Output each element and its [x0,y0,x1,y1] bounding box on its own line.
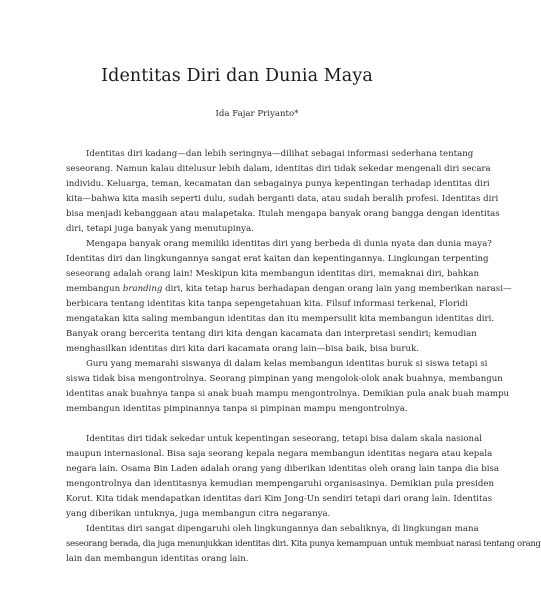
body-line: bisa menjadi kebanggaan atau malapetaka. Itulah mengapa banyak orang bangga dengan identitas [66,209,500,219]
body-line: Mengapa banyak orang memiliki identitas diri yang berbeda di dunia nyata dan dunia maya? [86,239,492,249]
body-line: Identitas diri dan lingkungannya sangat erat kaitan dan kepentingannya. Lingkungan terpenting [66,254,489,264]
body-line: mengatakan kita saling membangun identitas dan itu mempersulit kita membangun identitas diri. [66,314,495,324]
body-line: identitas anak buahnya tanpa si anak buah mampu mengontrolnya. Demikian pula anak buah mampu [66,389,510,399]
italic-term: branding [122,284,163,294]
body-line: menghasilkan identitas diri kita dari kacamata orang lain—bisa baik, bisa buruk. [66,344,420,354]
body-line: seseorang berada, dia juga menunjukkan identitas diri. Kita punya kemampuan untuk membuat narasi tentang orang [66,539,541,549]
body-line: kita—bahwa kita masih seperti dulu, sudah berganti data, atau sudah beralih profesi. Identitas diri [66,194,499,204]
body-line: diri, tetapi juga banyak yang menutupinya. [66,224,254,234]
body-line [66,284,512,295]
body-line: Korut. Kita tidak mendapatkan identitas dari Kim Jong-Un sendiri tetapi dari orang lain. Identitas [66,494,493,504]
body-text: membangun [66,284,121,294]
body-line: Identitas diri tidak sekedar untuk kepentingan seseorang, tetapi bisa dalam skala nasional [86,434,482,444]
body-line: seseorang adalah orang lain! Meskipun kita membangun identitas diri, memaknai diri, bahkan [66,269,480,279]
body-line: maupun internasional. Bisa saja seorang kepala negara membangun identitas negara atau kepala [66,449,493,459]
body-line: yang diberikan untuknya, juga membangun citra negaranya. [66,509,331,519]
body-line: membangun identitas pimpinannya tanpa si pimpinan mampu mengontrolnya. [66,404,408,414]
body-text: diri, kita tetap harus berhadapan dengan orang lain yang memberikan narasi— [162,284,512,294]
body-line: Banyak orang bercerita tentang diri kita dengan kacamata dan interpretasi sendiri; kemudian [66,329,477,339]
body-line: Identitas diri kadang—dan lebih seringnya—dilihat sebagai informasi sederhana tentang [86,149,474,159]
body-line: lain dan membangun identitas orang lain. [66,554,249,564]
body-line: Identitas diri sangat dipengaruhi oleh lingkungannya dan sebaliknya, di lingkungan mana [86,524,479,534]
body-line: mengontrolnya dan identitasnya kemudian mempengaruhi organisasinya. Demikian pula presiden [66,479,495,489]
body-line: Guru yang memarahi siswanya di dalam kelas membangun identitas buruk si siswa tetapi si [86,359,488,369]
body-line: negara lain. Osama Bin Laden adalah orang yang diberikan identitas oleh orang lain tanpa dia bisa [66,464,500,474]
body-line: siswa tidak bisa mengontrolnya. Seorang pimpinan yang mengolok-olok anak buahnya, membangun [66,374,503,384]
body-line: seseorang. Namun kalau ditelusur lebih dalam, identitas diri tidak sekedar mengenali diri secara [66,164,491,174]
document-title: Identitas Diri dan Dunia Maya [101,66,373,86]
body-line: individu. Keluarga, teman, kecamatan dan sebagainya punya kepentingan terhadap identitas diri [66,179,490,189]
body-line: berbicara tentang identitas kita tanpa sepengetahuan kita. Filsuf informasi terkenal, Floridi [66,299,469,309]
author-line: Ida Fajar Priyanto* [215,109,299,119]
